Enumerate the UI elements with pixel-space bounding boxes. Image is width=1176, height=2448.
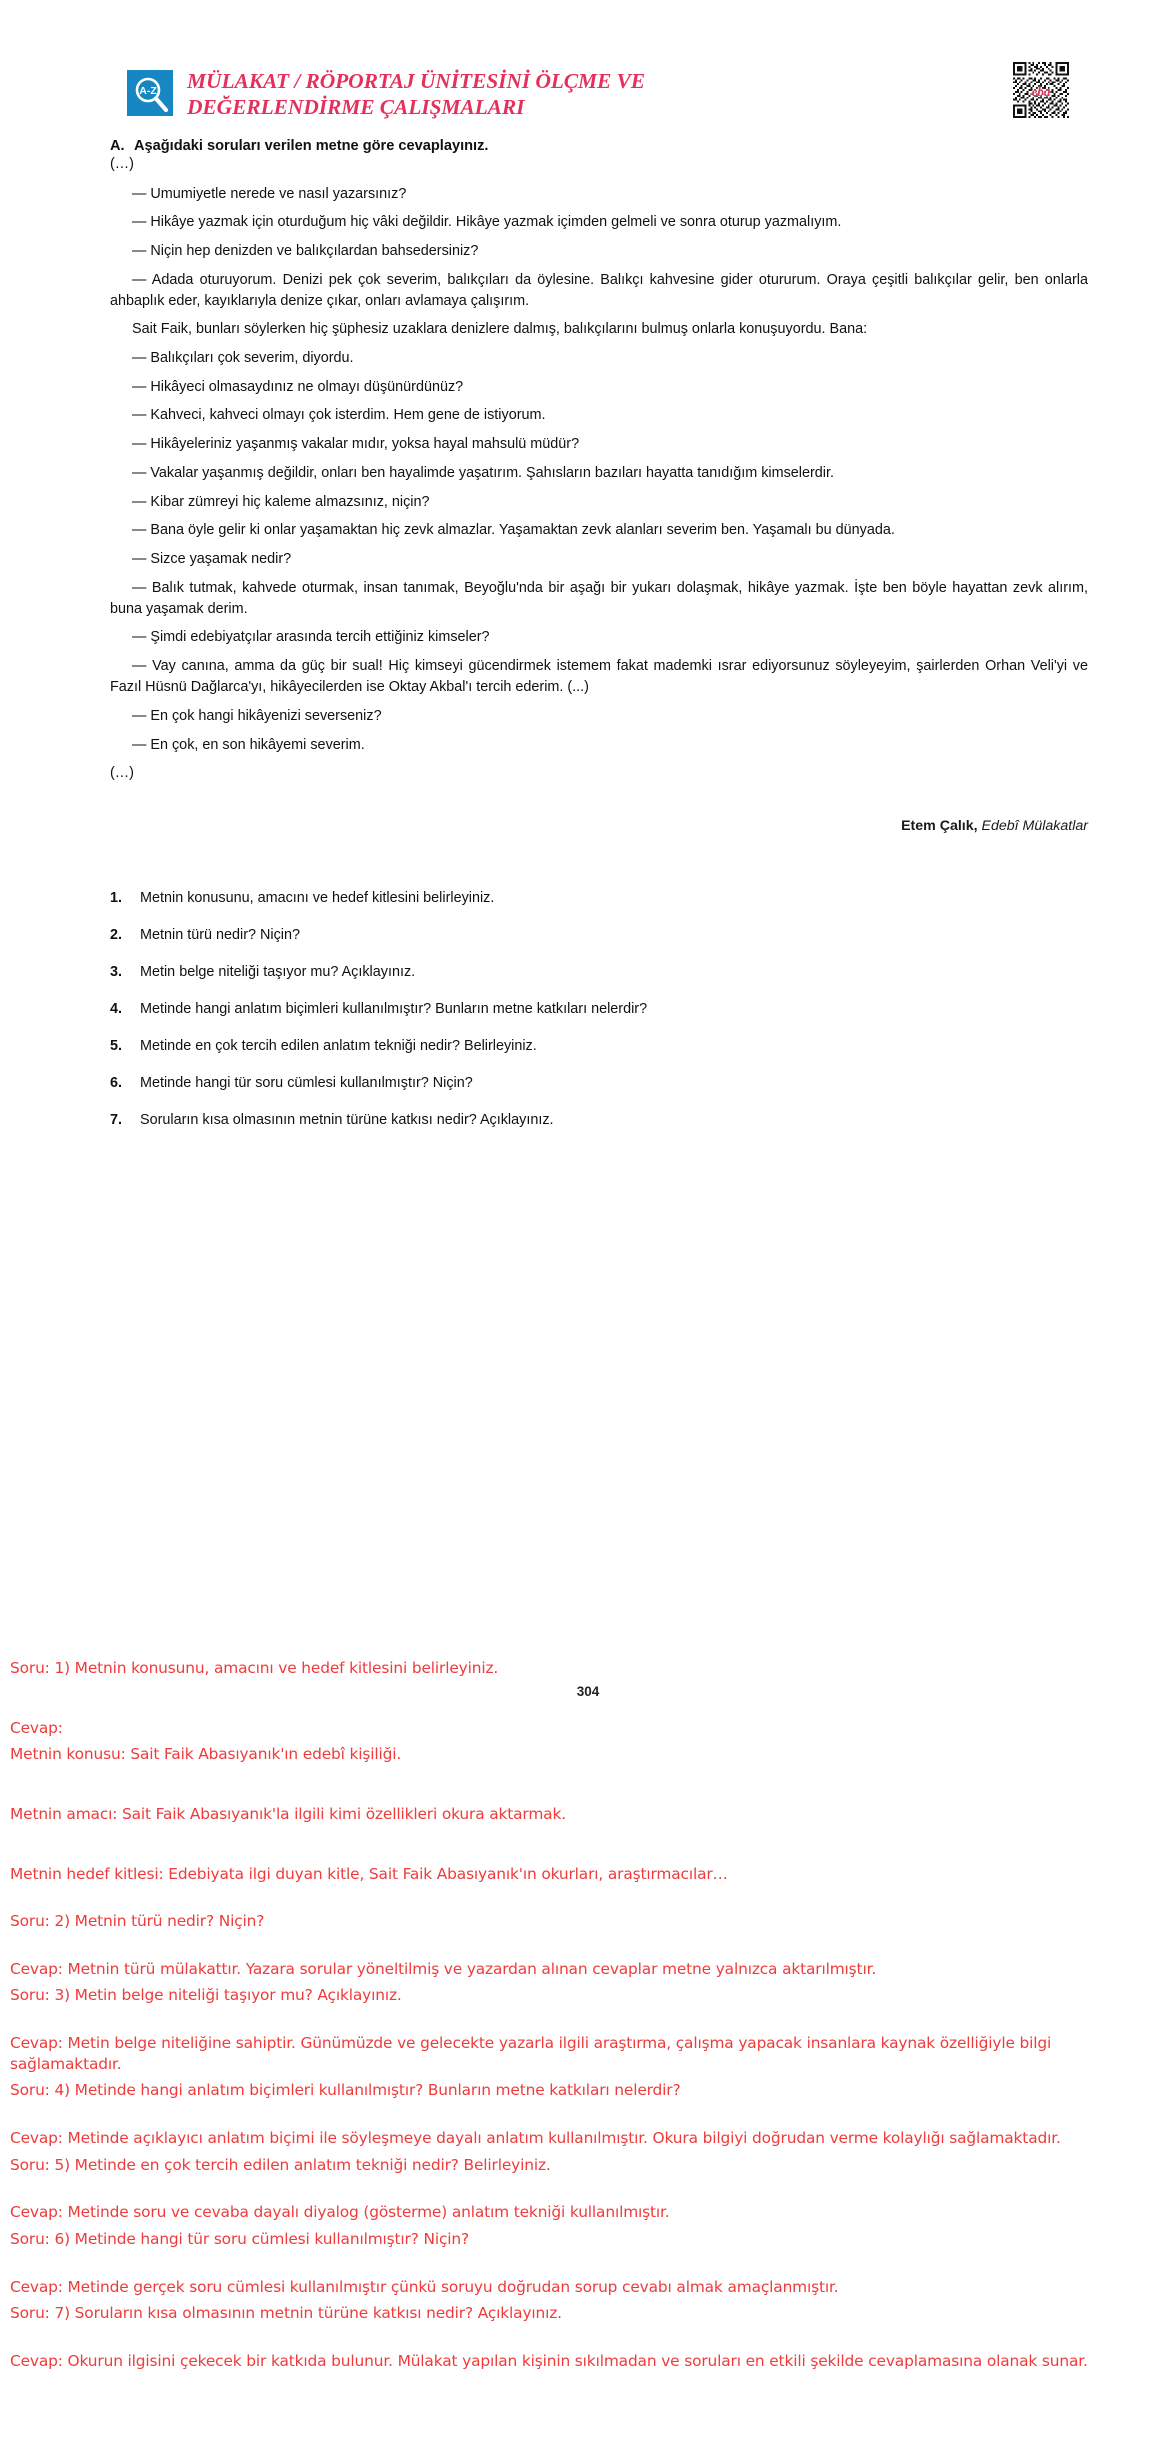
- search-az-icon: [127, 70, 173, 116]
- interview-paragraph: — Vakalar yaşanmış değildir, onları ben hayalimde yaşatırım. Şahısların bazıları hayatta tanıdığım kimselerdir.: [132, 464, 834, 481]
- interview-paragraph: — Hikâye yazmak için oturduğum hiç vâki değildir. Hikâye yazmak içimden gelmeli ve sonra oturup yazmalıyım.: [132, 214, 842, 231]
- question-number: 4.: [110, 1001, 123, 1018]
- question-text: Metinde en çok tercih edilen anlatım tekniği nedir? Belirleyiniz.: [140, 1038, 537, 1055]
- attribution-author: Etem Çalık,: [901, 818, 978, 835]
- question-row: [110, 890, 1088, 906]
- question-number: 1.: [110, 890, 123, 907]
- answer-annotations: [10, 1658, 1166, 2378]
- answer-spacer: [10, 1884, 1166, 1911]
- question-text: Metnin türü nedir? Niçin?: [140, 927, 300, 944]
- question-row: [110, 1001, 1088, 1017]
- question-row: [110, 1075, 1088, 1091]
- interview-paragraph: — En çok, en son hikâyemi severim.: [132, 736, 365, 753]
- interview-paragraph: — Adada oturuyorum. Denizi pek çok severim, balıkçıları da öylesine. Balıkçı kahvesine gider otururum. Oraya çeşitli balıkçılar gelir, ben onlarla ahbaplık eder, kayıklarıyla denize çıkar, onları avlamaya çalışırım.: [110, 271, 1088, 309]
- interview-paragraph: — Kahveci, kahveci olmayı çok isterdim. Hem gene de istiyorum.: [132, 407, 546, 424]
- section-a-heading: [110, 138, 1176, 154]
- interview-paragraph: — Kibar zümreyi hiç kaleme almazsınız, niçin?: [132, 493, 430, 510]
- answer-line: Metnin hedef kitlesi: Edebiyata ilgi duyan kitle, Sait Faik Abasıyanık'ın okurları, araştırmacılar…: [10, 1864, 728, 1883]
- question-number: 7.: [110, 1112, 123, 1129]
- question-number: 6.: [110, 1075, 123, 1092]
- page-number: 304: [576, 1684, 600, 1699]
- interview-paragraph: — Şimdi edebiyatçılar arasında tercih ettiğiniz kimseler?: [132, 629, 490, 646]
- page-header: [0, 0, 1176, 120]
- section-a-label: A.: [110, 138, 125, 155]
- page-title-line-2: DEĞERLENDİRME ÇALIŞMALARI: [187, 95, 525, 120]
- answer-line: Metnin konusu: Sait Faik Abasıyanık'ın edebî kişiliği.: [10, 1745, 402, 1764]
- answer-line: Cevap: Metin belge niteliğine sahiptir. Günümüzde ve gelecekte yazarla ilgili araştırma, çalışma yapacak insanlara kaynak özelliğiyle bilgi sağlamaktadır.: [10, 2034, 1052, 2073]
- answer-line: Cevap: Metinde soru ve cevaba dayalı diyalog (gösterme) anlatım tekniği kullanılmıştır.: [10, 2203, 670, 2222]
- question-number: 5.: [110, 1038, 123, 1055]
- interview-paragraph: — Sizce yaşamak nedir?: [132, 550, 292, 567]
- interview-paragraph: — Hikâyeci olmasaydınız ne olmayı düşünürdünüz?: [132, 378, 464, 395]
- question-row: [110, 1112, 1088, 1128]
- page-title-line-1: MÜLAKAT / RÖPORTAJ ÜNİTESİNİ ÖLÇME VE: [187, 69, 646, 93]
- attribution-work: Edebî Mülakatlar: [981, 818, 1088, 835]
- question-text: Metin belge niteliği taşıyor mu? Açıklayınız.: [140, 964, 416, 981]
- interview-paragraph: — En çok hangi hikâyenizi severseniz?: [132, 707, 382, 724]
- answer-spacer: [10, 2006, 1166, 2033]
- answer-spacer: [10, 2175, 1166, 2202]
- answer-spacer: [10, 2372, 1166, 2378]
- answer-line: Soru: 3) Metin belge niteliği taşıyor mu? Açıklayınız.: [10, 1986, 402, 2005]
- answer-line: Soru: 2) Metnin türü nedir? Niçin?: [10, 1912, 265, 1931]
- answer-line: Soru: 7) Soruların kısa olmasının metnin türüne katkısı nedir? Açıklayınız.: [10, 2304, 562, 2323]
- answer-line: Cevap: Okurun ilgisini çekecek bir katkıda bulunur. Mülakat yapılan kişinin sıkılmadan ve soruları en etkili şekilde cevaplamasına olanak sunar.: [10, 2351, 1088, 2370]
- answer-line: Cevap: Metinde açıklayıcı anlatım biçimi ile söyleşmeye dayalı anlatım kullanılmıştır. Okura bilgiyi doğrudan verme kolaylığı sağlamaktadır.: [10, 2129, 1061, 2148]
- interview-paragraph: — Balıkçıları çok severim, diyordu.: [132, 350, 354, 367]
- answer-line: Cevap:: [10, 1718, 63, 1737]
- page-title: [187, 68, 645, 120]
- interview-paragraph: — Umumiyetle nerede ve nasıl yazarsınız?: [132, 185, 407, 202]
- interview-paragraph: (…): [110, 156, 134, 173]
- question-number: 3.: [110, 964, 123, 981]
- question-text: Soruların kısa olmasının metnin türüne katkısı nedir? Açıklayınız.: [140, 1112, 554, 1129]
- question-row: [110, 1038, 1088, 1054]
- interview-paragraph: Sait Faik, bunları söylerken hiç şüphesiz uzaklara denizlere dalmış, balıkçılarını bulmuş onlarla konuşuyordu. Bana:: [132, 321, 868, 338]
- section-a-instruction: Aşağıdaki soruları verilen metne göre cevaplayınız.: [134, 138, 489, 155]
- question-row: [110, 927, 1088, 943]
- interview-paragraph: — Bana öyle gelir ki onlar yaşamaktan hiç zevk almazlar. Yaşamaktan zevk alanları severim ben. Yaşamalı bu dünyada.: [132, 522, 895, 539]
- question-text: Metinde hangi anlatım biçimleri kullanılmıştır? Bunların metne katkıları nelerdir?: [140, 1001, 648, 1018]
- answer-line: Soru: 1) Metnin konusunu, amacını ve hedef kitlesini belirleyiniz.: [10, 1659, 499, 1677]
- answer-spacer: [10, 1825, 1166, 1864]
- question-text: Metinde hangi tür soru cümlesi kullanılmıştır? Niçin?: [140, 1075, 473, 1092]
- interview-paragraph: — Vay canına, amma da güç bir sual! Hiç kimseyi gücendirmek istemem fakat mademki ısrar ediyorsunuz söyleyeyim, şairlerden Orhan Veli'yi ve Fazıl Hüsnü Dağlarca'yı, hikâyecilerden ise Oktay Akbal'ı tercih ederim. (...): [110, 658, 1088, 696]
- attribution: [110, 818, 1088, 834]
- answer-line: Soru: 5) Metinde en çok tercih edilen anlatım tekniği nedir? Belirleyiniz.: [10, 2155, 551, 2174]
- svg-text:A-Z: A-Z: [139, 85, 157, 97]
- answer-line: Metnin amacı: Sait Faik Abasıyanık'la ilgili kimi özellikleri okura aktarmak.: [10, 1804, 566, 1823]
- answer-spacer: [10, 2324, 1166, 2351]
- interview-paragraph: — Balık tutmak, kahvede oturmak, insan tanımak, Beyoğlu'nda bir aşağı bir yukarı dolaşmak, hikâye yazmak. İşte ben böyle hayattan zevk alırım, buna yaşamak derim.: [110, 579, 1088, 617]
- answer-line: Cevap: Metinde gerçek soru cümlesi kullanılmıştır çünkü soruyu doğrudan sorup cevabı almak amaçlanmıştır.: [10, 2277, 839, 2296]
- question-row: [110, 964, 1088, 980]
- answer-spacer: [10, 1932, 1166, 1959]
- answer-spacer: [10, 1765, 1166, 1804]
- answer-spacer: [10, 1679, 1166, 1718]
- answer-line: Soru: 4) Metinde hangi anlatım biçimleri kullanılmıştır? Bunların metne katkıları nelerdir?: [10, 2081, 681, 2100]
- question-text: Metnin konusunu, amacını ve hedef kitlesini belirleyiniz.: [140, 890, 495, 907]
- qr-code[interactable]: [1013, 62, 1069, 118]
- interview-paragraph: (…): [110, 765, 134, 782]
- interview-paragraph: — Niçin hep denizden ve balıkçılardan bahsedersiniz?: [132, 242, 479, 259]
- answer-line: Soru: 6) Metinde hangi tür soru cümlesi kullanılmıştır? Niçin?: [10, 2229, 470, 2248]
- answer-spacer: [10, 2101, 1166, 2128]
- answer-line: Cevap: Metnin türü mülakattır. Yazara sorular yöneltilmiş ve yazardan alınan cevaplar metne yalnızca aktarılmıştır.: [10, 1959, 877, 1978]
- question-number: 2.: [110, 927, 123, 944]
- interview-text: [110, 154, 1088, 784]
- answer-spacer: [10, 2250, 1166, 2277]
- question-list: [110, 890, 1088, 1128]
- qr-brand-label: eba: [1031, 84, 1051, 100]
- interview-paragraph: — Hikâyeleriniz yaşanmış vakalar mıdır, yoksa hayal mahsulü müdür?: [132, 436, 580, 453]
